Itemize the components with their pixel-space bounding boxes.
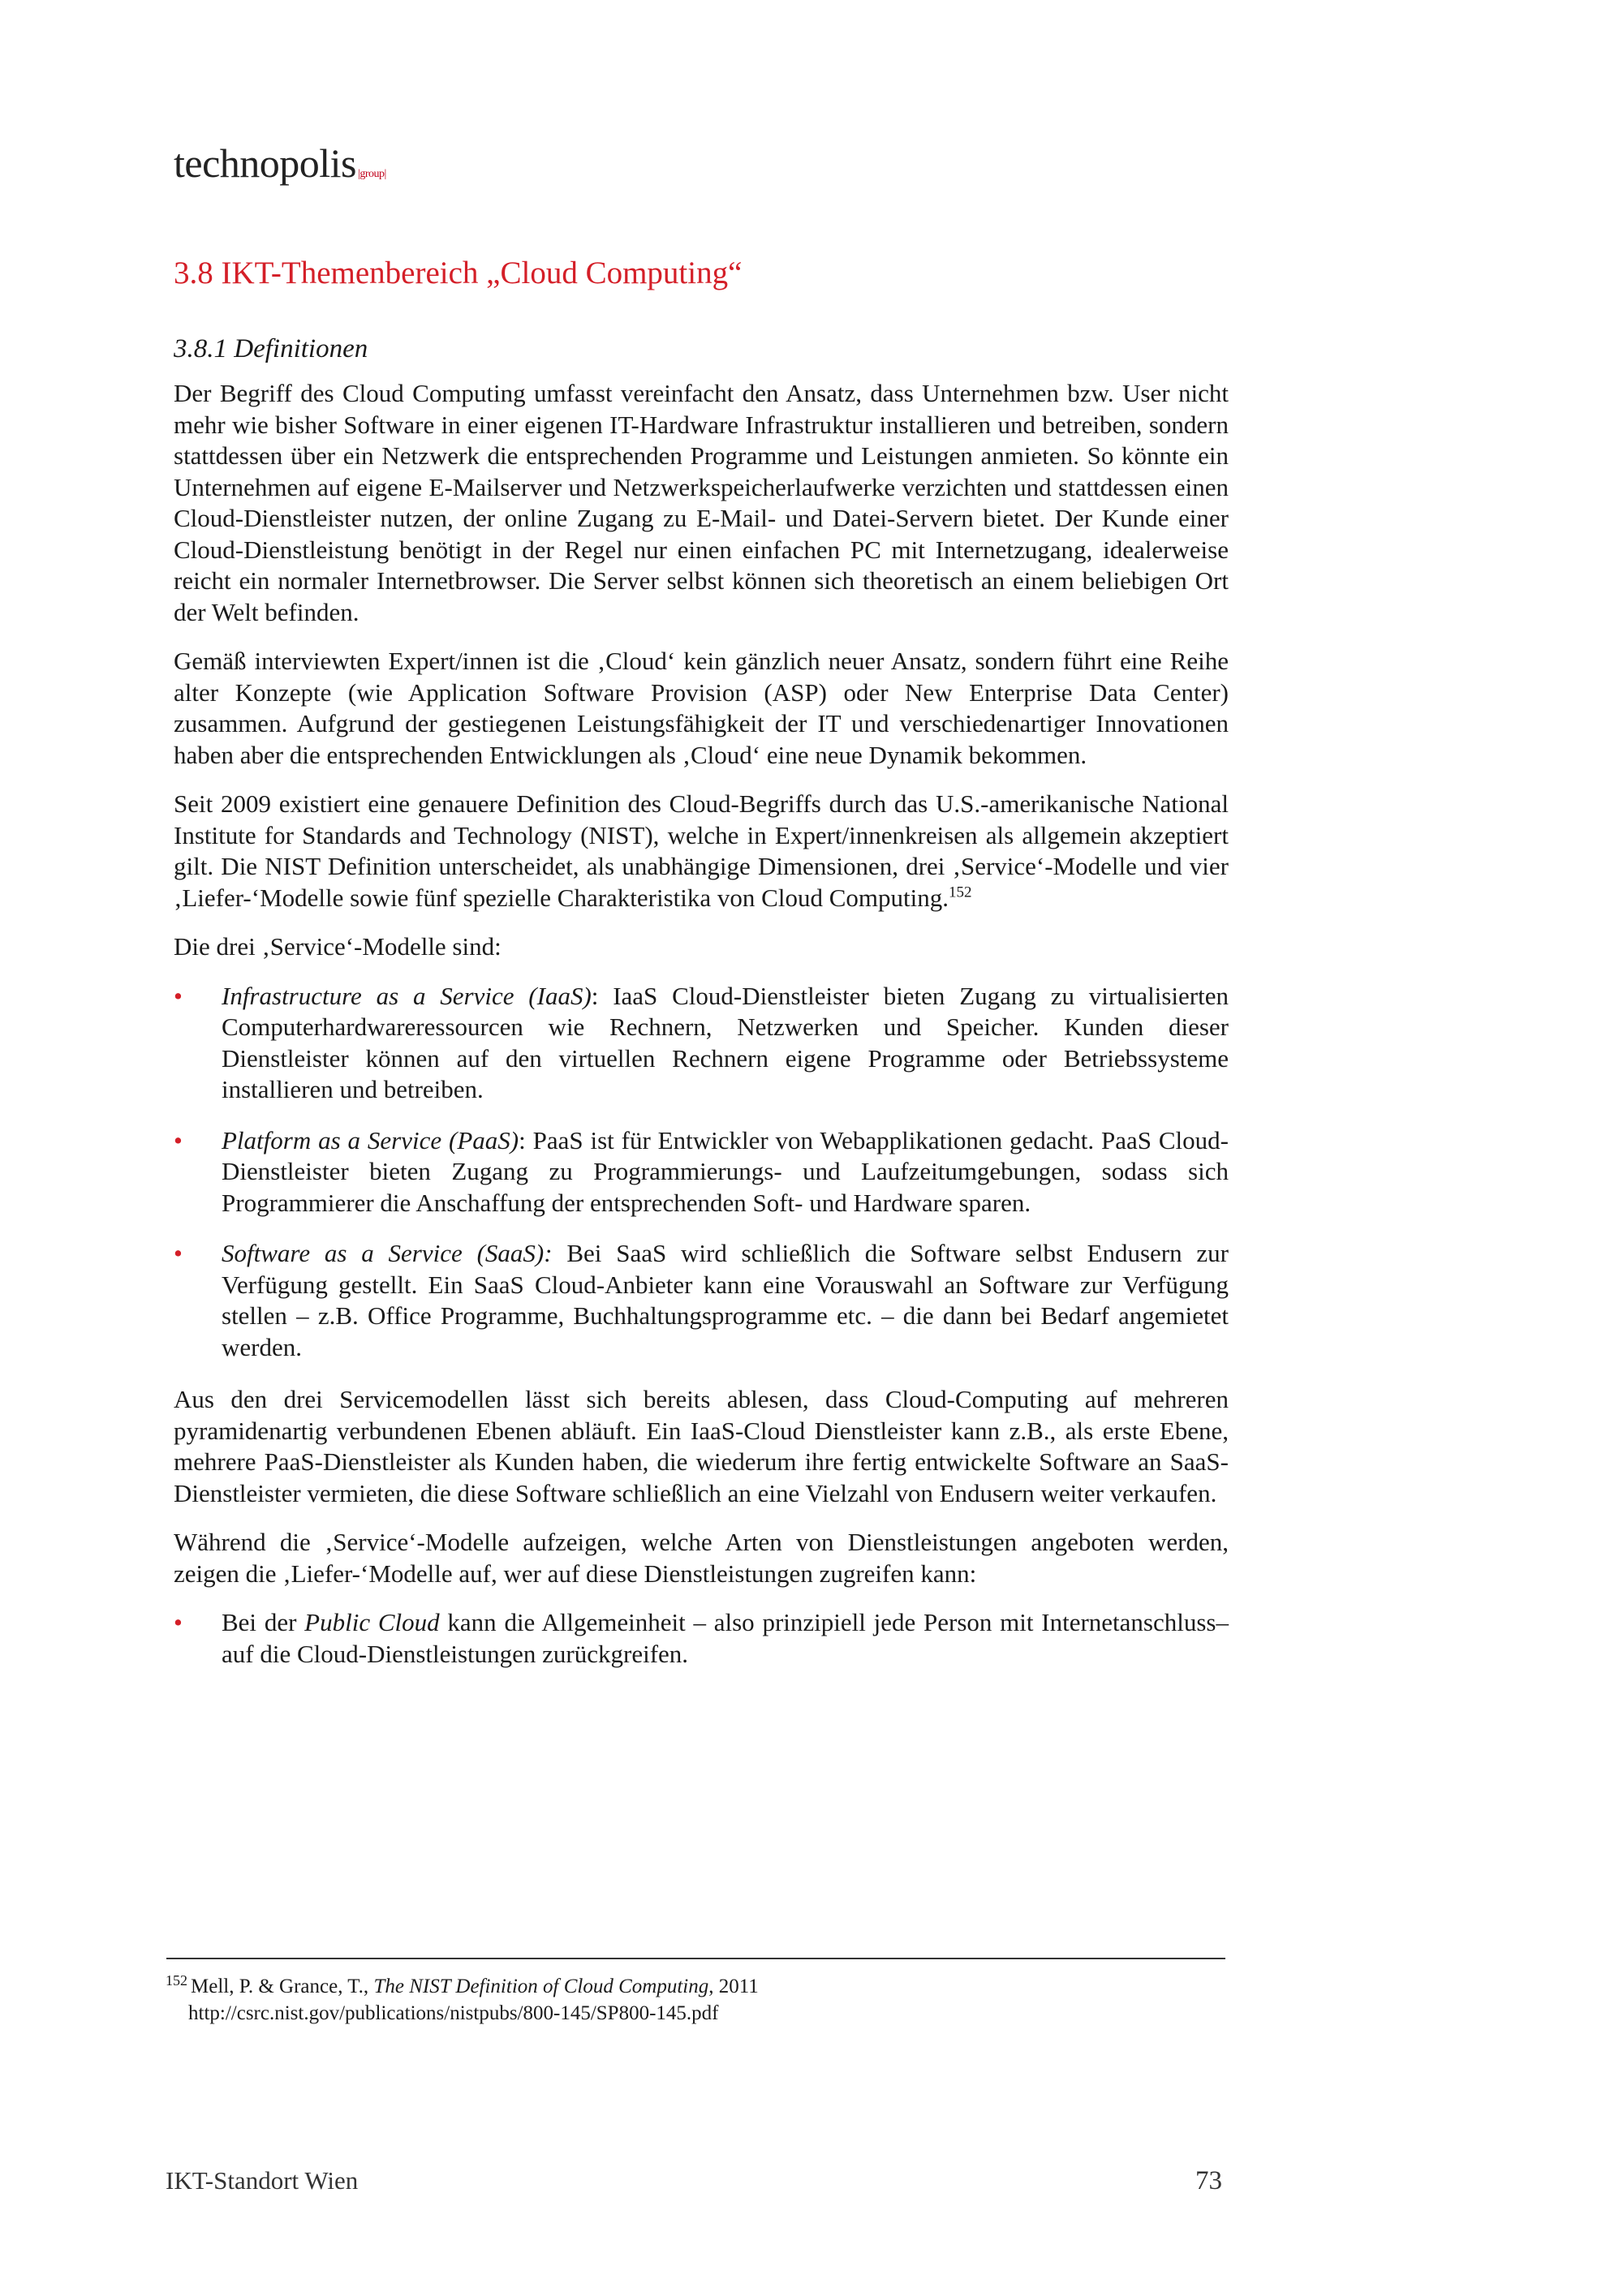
service-model-text: PaaS ist für Entwickler von Webapplikationen gedacht. PaaS Cloud-Dienstleister bieten Zugang zu Programmierungs- und Laufzeitumgebungen, sodass sich Programmierer die Anschaffung der entsprechenden Soft- und Hardware sparen. [222,1125,1229,1217]
list-item [174,1607,1229,1670]
service-model-text: IaaS Cloud-Dienstleister bieten Zugang zu virtualisierten Computerhardwareressourcen wie Rechnern, Netzwerken und Speicher. Kunden dieser Dienstleister können auf den virtuellen Rechnern eigene Programme oder Betriebssysteme installieren und betreiben. [222,981,1229,1103]
footnote-reference[interactable]: 152 [948,884,972,901]
service-model-term: Infrastructure as a Service (IaaS) [222,981,592,1010]
footnote-divider [166,1958,1225,1959]
logo-text: technopolis [174,140,357,186]
paragraph-expert-opinion: Gemäß interviewten Expert/innen ist die ‚Cloud‘ kein gänzlich neuer Ansatz, sondern führt eine Reihe alter Konzepte (wie Application Software Provision (ASP) oder New Enterprise Data Center) zusammen. Aufgrund der gestiegenen Leistungsfähigkeit der IT und verschiedenartiger Innovationen haben aber die entsprechenden Entwicklungen als ‚Cloud‘ eine neue Dynamik bekommen. [174,647,1229,769]
footer-document-title: IKT-Standort Wien [166,2166,359,2195]
paragraph-cloud-definition: Der Begriff des Cloud Computing umfasst vereinfacht den Ansatz, dass Unternehmen bzw. User nicht mehr wie bisher Software in einer eigenen IT-Hardware Infrastruktur installieren und betreiben, sondern stattdessen über ein Netzwerk die entsprechenden Programme und Leistungen anmieten. So könnte ein Unternehmen auf eigene E-Mailserver und Netzwerkspeicherlaufwerke verzichten und stattdessen einen Cloud-Dienstleister nutzen, der online Zugang zu E-Mail- und Datei-Servern bietet. Der Kunde einer Cloud-Dienstleistung benötigt in der Regel nur einen einfachen PC mit Internetzugang, idealerweise reicht ein normaler Internetbrowser. Die Server selbst können sich theoretisch an einem beliebigen Ort der Welt befinden. [174,379,1229,626]
page-content [174,253,1229,1691]
list-item [174,1238,1229,1363]
delivery-model-text: kann die Allgemeinheit – also prinzipiell jede Person mit Internetanschluss– auf die Cloud-Dienstleistungen zurückgreifen. [222,1608,1229,1668]
service-model-term: Platform as a Service (PaaS) [222,1125,519,1154]
bullet-icon: • [174,1608,183,1636]
service-model-text: Bei SaaS wird schließlich die Software selbst Endusern zur Verfügung gestellt. Ein SaaS Cloud-Anbieter kann eine Vorauswahl an Software zur Verfügung stellen – z.B. Office Programme, Buchhaltungsprogramme etc. – die dann bei Bedarf angemietet werden. [222,1239,1229,1361]
footnote [166,1973,1220,2027]
bullet-icon: • [174,1125,183,1154]
bullet-icon: • [174,981,183,1010]
footnote-url-link[interactable]: http://csrc.nist.gov/publications/nistpubs/800-145/SP800-145.pdf [188,2002,719,2024]
paragraph-pyramid-levels: Aus den drei Servicemodellen lässt sich bereits ablesen, dass Cloud-Computing auf mehreren pyramidenartig verbundenen Ebenen abläuft. Ein IaaS-Cloud Dienstleister kann z.B., als erste Ebene, mehrere PaaS-Dienstleister als Kunden haben, die wiederum ihre fertig entwickelte Software an SaaS-Dienstleister vermieten, die diese Software schließlich an eine Vielzahl von Endusern weiter verkaufen. [174,1385,1229,1507]
footnote-year: , 2011 [708,1976,759,1997]
paragraph-delivery-models-intro: Während die ‚Service‘-Modelle aufzeigen, welche Arten von Dienstleistungen angeboten werden, zeigen die ‚Liefer-‘Modelle auf, wer auf diese Dienstleistungen zugreifen kann: [174,1528,1229,1588]
logo-group-suffix: |group| [358,168,386,180]
section-title: 3.8 IKT-Themenbereich „Cloud Computing“ [174,256,743,290]
paragraph-nist-definition [174,789,1229,914]
paragraph-service-models-intro: Die drei ‚Service‘-Modelle sind: [174,932,502,961]
delivery-model-prefix: Bei der [222,1608,305,1636]
nist-paragraph-text: Seit 2009 existiert eine genauere Definition des Cloud-Begriffs durch das U.S.-amerikanische National Institute for Standards and Technology (NIST), welche in Expert/innenkreisen als allgemein akzeptiert gilt. Die NIST Definition unterscheidet, als unabhängige Dimensionen, drei ‚Service‘-Modelle und vier ‚Liefer-‘Modelle sowie fünf spezielle Charakteristika von Cloud Computing. [174,789,1229,912]
service-models-list [174,981,1229,1364]
footnote-title: The NIST Definition of Cloud Computing [373,1976,709,1997]
footnote-number: 152 [166,1971,187,1989]
subsection-title: 3.8.1 Definitionen [174,334,368,363]
service-model-separator: : [519,1125,526,1154]
list-item [174,981,1229,1106]
footnote-authors: Mell, P. & Grance, T., [191,1976,374,1997]
delivery-models-list [174,1607,1229,1670]
delivery-model-term: Public Cloud [304,1608,440,1636]
technopolis-logo [174,140,386,187]
list-item [174,1125,1229,1219]
service-model-separator: : [591,981,599,1010]
page-number: 73 [1195,2166,1222,2195]
service-model-term: Software as a Service (SaaS): [222,1239,553,1267]
bullet-icon: • [174,1239,183,1267]
